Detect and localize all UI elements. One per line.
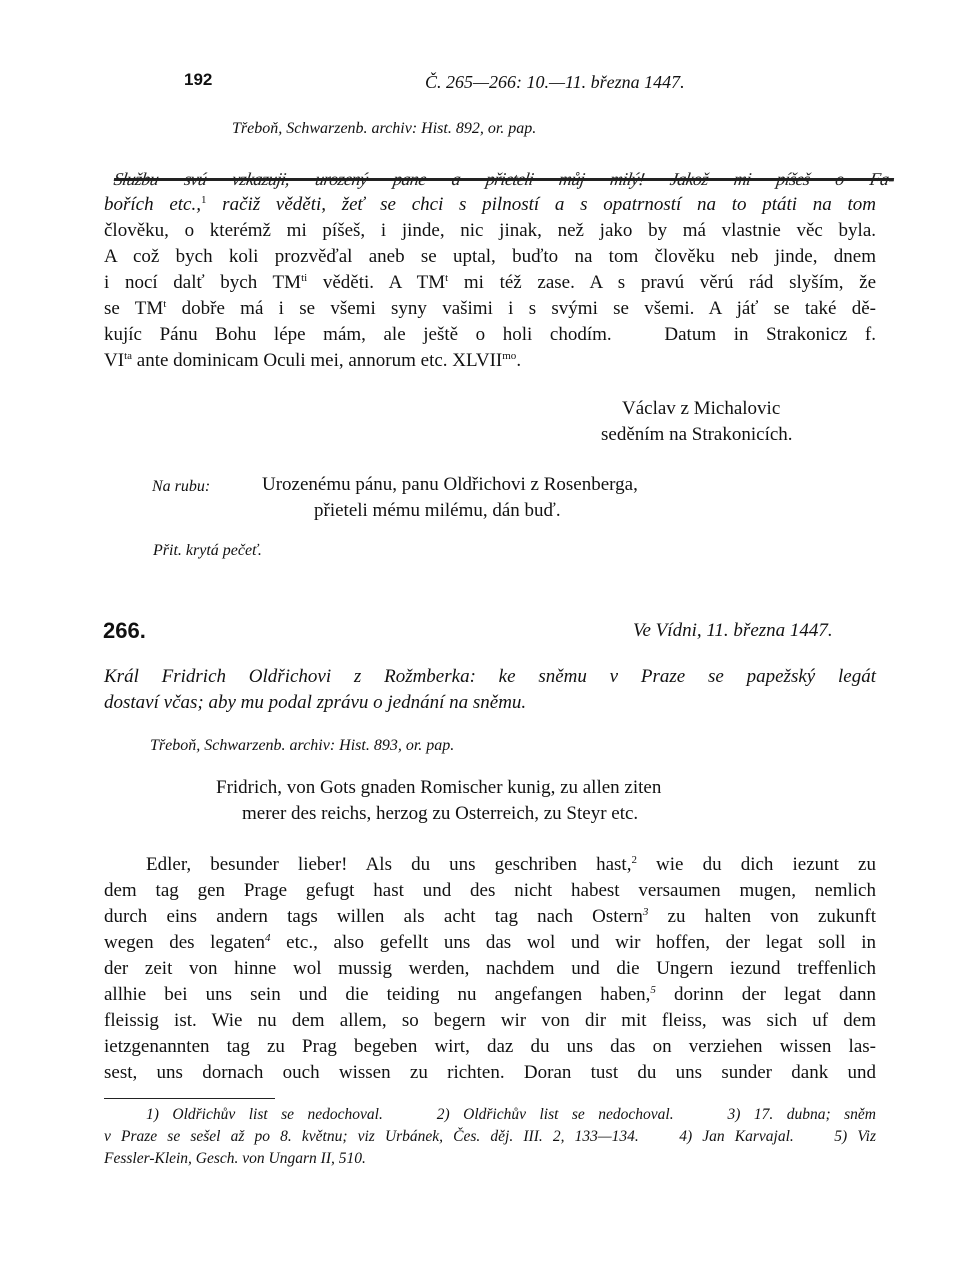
verso-address-line2: přieteli mému milému, dán buď. (314, 500, 561, 521)
text-segment: věděti. A TM (307, 272, 446, 293)
summary-line: Král Fridrich Oldřichovi z Rožmberka: ke sněmu v Praze se papežský legát (104, 666, 876, 687)
text-line: sest, uns dornach ouch wissen zu richten. Doran tust du uns sunder dank und (104, 1062, 876, 1083)
signature-name: Václav z Michalovic (622, 398, 781, 419)
text-segment: wegen des legaten (104, 932, 266, 953)
text-segment: allhie bei uns sein und die teiding nu angefangen haben, (104, 984, 651, 1005)
text-line: fleissig ist. Wie nu dem allem, so begern wir von dir mit fleiss, was sich uf dem (104, 1010, 876, 1031)
text-line (104, 296, 876, 322)
text-segment: . (516, 350, 522, 371)
struck-continuation: bořích etc., (104, 194, 201, 215)
superscript: t (445, 272, 449, 284)
text-segment: etc., also gefellt uns das wol und wir hoffen, der legat soll in (270, 932, 876, 953)
text-segment: zu halten von zukunft (648, 906, 876, 927)
footnote-line: v Praze se sešel až po 8. květnu; viz Urbánek, Čes. děj. III. 2, 133—134. 4) Jan Karvajal. 5) Viz (104, 1128, 876, 1145)
document-number: 266. (103, 618, 146, 643)
footnotes (104, 1104, 876, 1170)
superscript: mo (502, 350, 517, 362)
verso-address-line1: Urozenému pánu, panu Oldřichovi z Rosenberga, (262, 474, 638, 495)
signature-place: seděním na Strakonicích. (601, 424, 793, 445)
text-line (104, 270, 876, 296)
page-number: 192 (184, 70, 213, 89)
intitulatio-line2: merer des reichs, herzog zu Osterreich, zu Steyr etc. (242, 803, 639, 824)
text-segment: wie du dich iezunt zu (636, 854, 876, 875)
text-segment: durch eins andern tags willen als acht tag nach Ostern (104, 906, 643, 927)
text-segment: ante dominicam Oculi mei, annorum etc. XLVII (132, 350, 503, 371)
text-line: ietzgenannten tag zu Prag begeben wirt, daz du uns das on verziehen wissen las- (104, 1036, 876, 1057)
text-line (104, 192, 876, 218)
superscript: ti (301, 272, 308, 284)
superscript: t (163, 298, 167, 310)
text-segment: se TM (104, 298, 164, 319)
archive-reference: Třeboň, Schwarzenb. archiv: Hist. 893, or. pap. (150, 737, 455, 754)
text-line: A což bych koli prozvěďal aneb se uptal, buďto na tom člověku neb jinde, dnem (104, 246, 876, 267)
running-title: Č. 265—266: 10.—11. března 1447. (425, 72, 685, 92)
verso-label: Na rubu: (152, 478, 211, 495)
superscript: ta (124, 350, 133, 362)
footnote-ref: 5 (650, 984, 656, 996)
seal-note: Přit. krytá pečeť. (153, 542, 262, 559)
summary-line: dostaví včas; aby mu podal zprávu o jednání na sněmu. (104, 692, 527, 713)
text-segment: i nocí dalť bych TM (104, 272, 302, 293)
text-line (104, 904, 876, 930)
footnote-ref: 3 (642, 906, 649, 918)
letter-266-text (104, 852, 876, 1086)
text-line: kujíc Pánu Bohu lépe mám, ale ještě o holi chodím. Datum in Strakonicz f. (104, 324, 876, 345)
text-segment: VI (104, 350, 125, 371)
text-segment: dobře má i se všemi syny vašimi i s svými se všemi. A jáť se také dě- (166, 298, 877, 319)
text-line (104, 982, 876, 1008)
letter-265-text (104, 166, 896, 374)
place-date: Ve Vídni, 11. března 1447. (633, 620, 833, 641)
footnote-divider (104, 1098, 275, 1099)
archive-reference: Třeboň, Schwarzenb. archiv: Hist. 892, or. pap. (232, 120, 537, 137)
text-line: člověku, o kterémž mi píšeš, i jinde, nic jinak, než jako by má vlastnie věc byla. (104, 220, 876, 241)
text-line (104, 852, 876, 878)
text-segment: mi též zase. A s pravú věrú rád slyším, že (448, 272, 876, 293)
line-struck: Službu svú vzkazuji, urozený pane a přieteli můj milý! Jakož mi píšeš o Fa- (112, 169, 896, 189)
text-line: dem tag gen Prage gefugt hast und des nicht habest versaumen mugen, nemlich (104, 880, 876, 901)
footnote-ref: 2 (631, 854, 637, 866)
text-line (104, 348, 876, 374)
footnote-line: 1) Oldřichův list se nedochoval. 2) Oldřichův list se nedochoval. 3) 17. dubna; sněm (146, 1106, 876, 1123)
regest-summary (104, 664, 876, 716)
text-segment: Edler, besunder lieber! Als du uns geschriben hast, (146, 854, 632, 875)
text-segment: račiž věděti, žeť se chci s pilností a s opatrností na to ptáti na tom (206, 194, 876, 215)
footnote-ref: 4 (265, 932, 271, 944)
text-line: der zeit von hinne wol mussig werden, nachdem und die Ungern iezund treffenlich (104, 958, 876, 979)
text-line (104, 930, 876, 956)
text-segment: dorinn der legat dann (655, 984, 876, 1005)
footnote-line: Fessler-Klein, Gesch. von Ungarn II, 510. (104, 1150, 366, 1167)
footnote-ref: 1 (200, 194, 207, 206)
intitulatio-line1: Fridrich, von Gots gnaden Romischer kunig, zu allen ziten (216, 777, 662, 798)
